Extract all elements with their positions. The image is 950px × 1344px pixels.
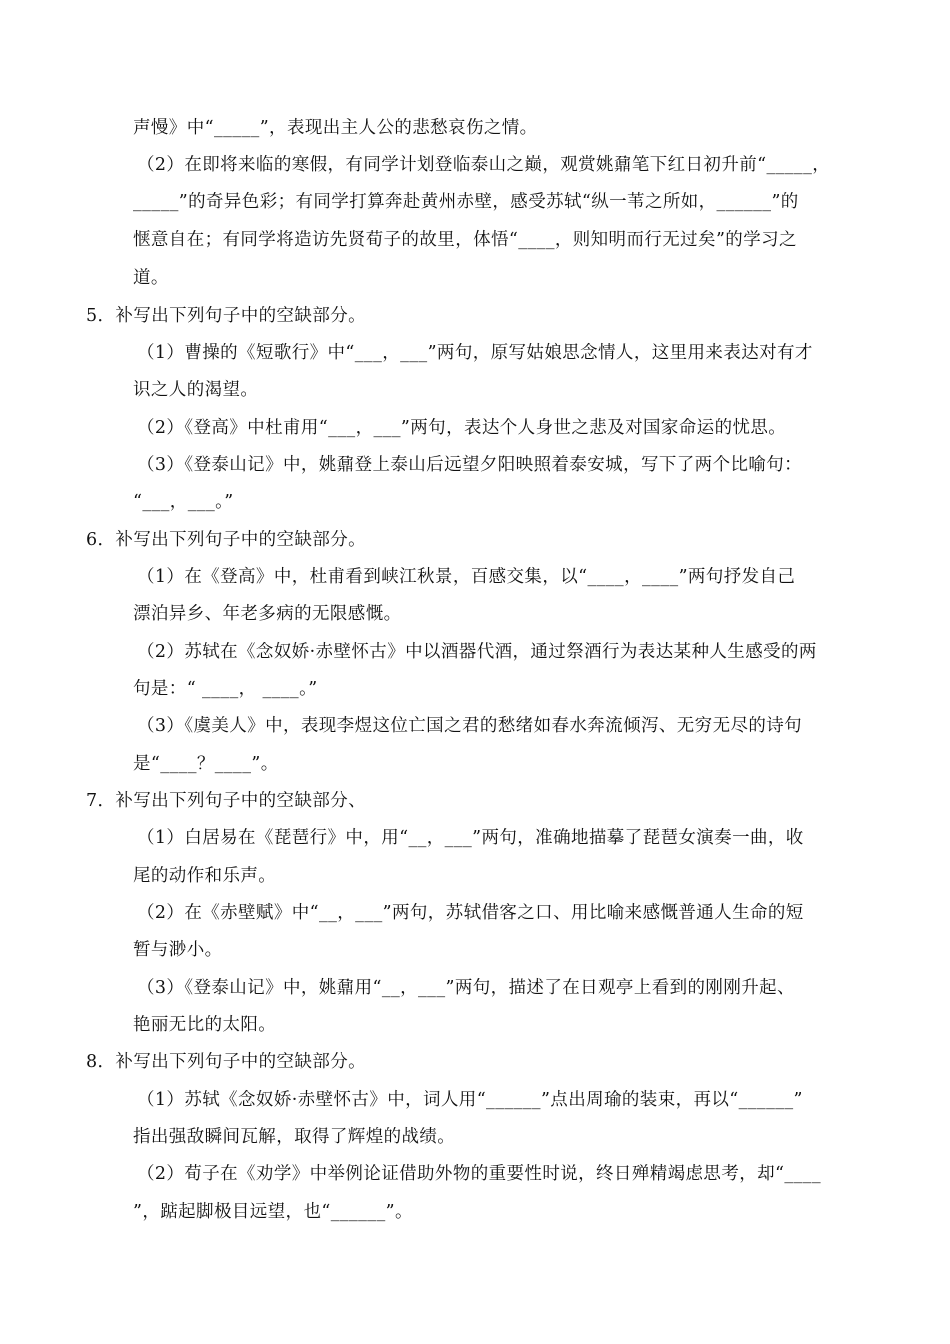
text-line: （1）在《登高》中，杜甫看到峡江秋景，百感交集，以“____，____”两句抒发自己 (137, 567, 796, 587)
text-line: 识之人的渴望。 (133, 380, 259, 400)
text-line: （1）苏轼《念奴娇·赤壁怀古》中，词人用“______”点出周瑜的装束，再以“______” (137, 1090, 803, 1110)
text-line: 声慢》中“_____”，表现出主人公的悲愁哀伤之情。 (133, 118, 538, 138)
question-5-heading: 5．补写出下列句子中的空缺部分。 (86, 306, 367, 326)
text-line: ”，踮起脚极目远望，也“______”。 (133, 1202, 413, 1222)
text-line: （1）白居易在《琵琶行》中，用“__，___”两句，准确地描摹了琵琶女演奏一曲，收 (137, 828, 804, 848)
text-line: （2）荀子在《劝学》中举例论证借助外物的重要性时说，终日殚精竭虑思考，却“____ (137, 1164, 821, 1184)
text-line: 句是：“ ____， ____。” (133, 679, 318, 699)
text-line: 漂泊异乡、年老多病的无限感慨。 (133, 604, 402, 624)
text-line: 是“____？____”。 (133, 754, 279, 774)
text-line: （1）曹操的《短歌行》中“___，___”两句，原写姑娘思念情人，这里用来表达对有才 (137, 343, 813, 363)
text-line: （3）《登泰山记》中，姚鼐用“__，___”两句，描述了在日观亭上看到的刚刚升起、 (137, 978, 795, 998)
text-line: 艳丽无比的太阳。 (133, 1015, 277, 1035)
text-line: （2）《登高》中杜甫用“___，___”两句，表达个人身世之悲及对国家命运的忧思。 (137, 418, 787, 438)
question-8-heading: 8．补写出下列句子中的空缺部分。 (86, 1052, 367, 1072)
text-line: 道。 (133, 268, 169, 288)
text-line: （2）苏轼在《念奴娇·赤壁怀古》中以酒器代酒，通过祭酒行为表达某种人生感受的两 (137, 642, 817, 662)
text-line: （3）《虞美人》中，表现李煜这位亡国之君的愁绪如春水奔流倾泻、无穷无尽的诗句 (137, 716, 803, 736)
text-line: （2）在《赤壁赋》中“__，___”两句，苏轼借客之口、用比喻来感慨普通人生命的短 (137, 903, 804, 923)
question-7-heading: 7．补写出下列句子中的空缺部分、 (86, 791, 367, 811)
text-line: _____”的奇异色彩；有同学打算奔赴黄州赤壁，感受苏轼“纵一苇之所如，______”的 (133, 192, 799, 212)
text-line: 惬意自在；有同学将造访先贤荀子的故里，体悟“____，则知明而行无过矣”的学习之 (133, 230, 797, 250)
text-line: 尾的动作和乐声。 (133, 866, 277, 886)
text-line: （2）在即将来临的寒假，有同学计划登临泰山之巅，观赏姚鼐笔下红日初升前“_____， (137, 155, 831, 175)
text-line: 暂与渺小。 (133, 940, 223, 960)
text-line: （3）《登泰山记》中，姚鼐登上泰山后远望夕阳映照着泰安城，写下了两个比喻句： (137, 455, 803, 475)
question-6-heading: 6．补写出下列句子中的空缺部分。 (86, 530, 367, 550)
text-line: 指出强敌瞬间瓦解，取得了辉煌的战绩。 (133, 1127, 456, 1147)
text-line: “___，___。” (133, 492, 234, 512)
